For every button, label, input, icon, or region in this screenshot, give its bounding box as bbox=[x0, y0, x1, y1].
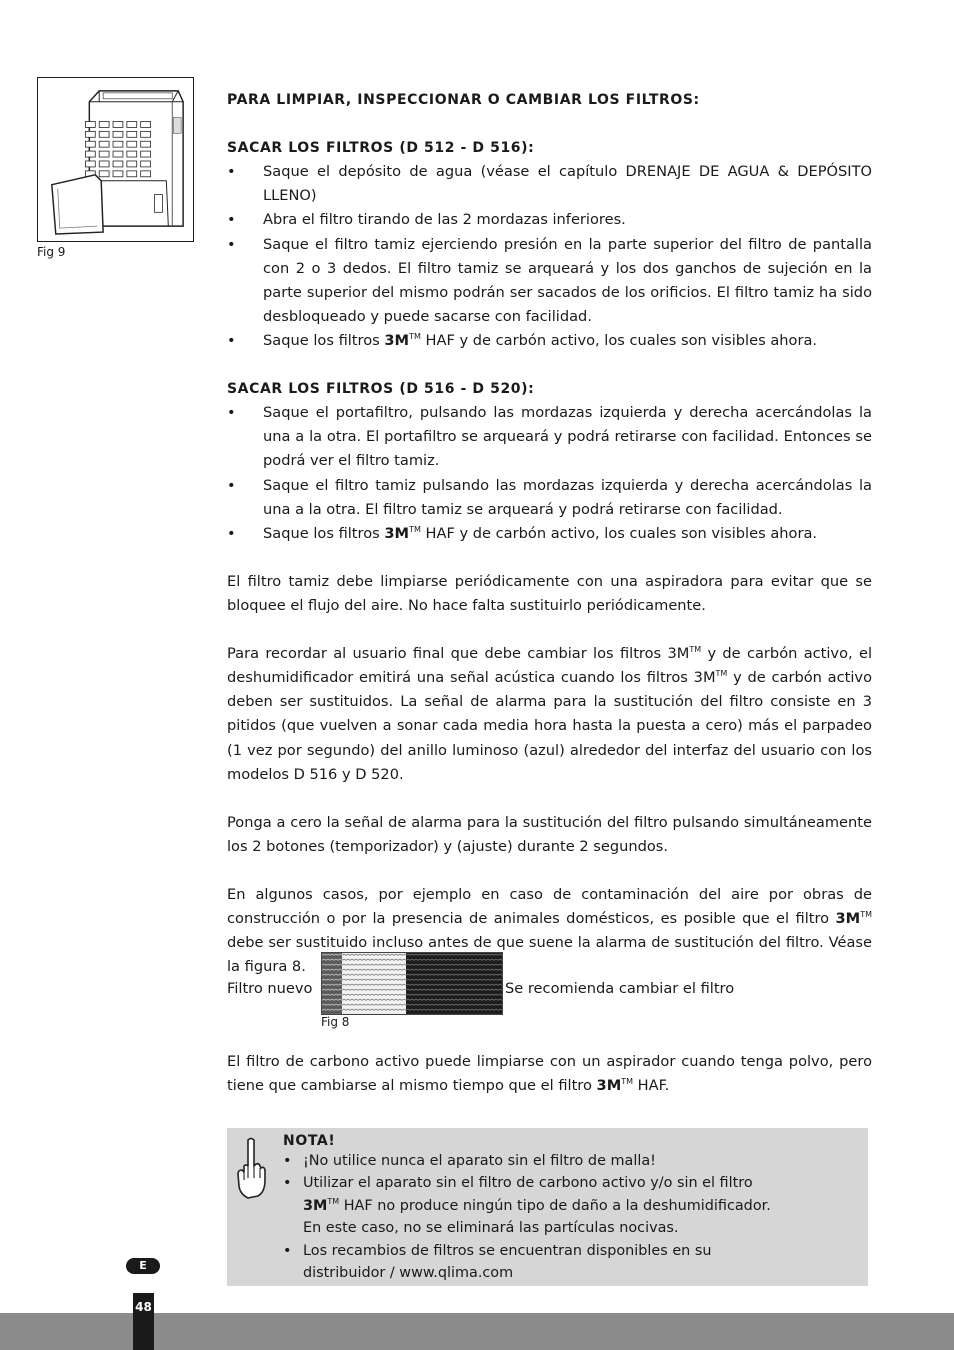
main-content bbox=[227, 88, 872, 979]
list-item: • Saque los filtros 3M™ HAF y de carbón activo, los cuales son visibles ahora. bbox=[227, 329, 872, 353]
paragraph-contamination: En algunos casos, por ejemplo en caso de contaminación del aire por obras de construcción o por la presencia de animales domésticos, es posible que el filtro 3M™ debe ser sustituido incluso antes de que suene la alarma de sustitución del filtro. Véase la figura 8. bbox=[227, 886, 872, 976]
fig9-caption: Fig 9 bbox=[37, 245, 66, 259]
list-item: • Saque el depósito de agua (véase el capítulo DRENAJE DE AGUA & DEPÓSITO LLENO) bbox=[227, 160, 872, 208]
list-item: • Saque los filtros 3M™ HAF y de carbón activo, los cuales son visibles ahora. bbox=[227, 522, 872, 546]
label-new-filter: Filtro nuevo bbox=[227, 980, 313, 997]
paragraph-reset: Ponga a cero la señal de alarma para la sustitución del filtro pulsando simultáneamente los 2 botones (temporizador) y (ajuste) durante 2 segundos. bbox=[227, 813, 872, 855]
list-item: • Los recambios de filtros se encuentran disponibles en su distribuidor / www.qlima.com bbox=[283, 1240, 793, 1285]
fig9-illustration bbox=[37, 77, 194, 242]
dehumidifier-drawing bbox=[38, 78, 193, 241]
section1-heading: SACAR LOS FILTROS (D 512 - D 516): bbox=[227, 140, 535, 157]
list-item: • Saque el portafiltro, pulsando las mordazas izquierda y derecha acercándolas la una a la otra. El portafiltro se arqueará y podrá retirarse con facilidad. Entonces se podrá ver el filtro tamiz. bbox=[227, 401, 872, 473]
label-replace-filter: Se recomienda cambiar el filtro bbox=[505, 980, 735, 997]
fig8-row bbox=[227, 952, 872, 1014]
filter-comparison-image bbox=[321, 952, 503, 1015]
page-number: 48 bbox=[133, 1293, 154, 1350]
note-title: NOTA! bbox=[283, 1133, 336, 1149]
paragraph-carbon: El filtro de carbono activo puede limpiarse con un aspirador cuando tenga polvo, pero tiene que cambiarse al mismo tiempo que el filtro 3M™ HAF. bbox=[227, 1053, 872, 1095]
language-badge: E bbox=[126, 1258, 160, 1274]
section2-heading: SACAR LOS FILTROS (D 516 - D 520): bbox=[227, 381, 535, 398]
list-item: • Saque el filtro tamiz ejerciendo presión en la parte superior del filtro de pantalla con 2 o 3 dedos. El filtro tamiz se arqueará y los dos ganchos de sujeción en la parte superior del mismo podrán ser sacados de los orificios. El filtro tamiz ha sido desbloqueado y puede sacarse con facilidad. bbox=[227, 233, 872, 329]
list-item: • Utilizar el aparato sin el filtro de carbono activo y/o sin el filtro 3M™ HAF no produce ningún tipo de daño a la deshumidificador. En este caso, no se eliminará las partículas nocivas. bbox=[283, 1172, 793, 1239]
section2-list bbox=[227, 401, 872, 546]
pointing-hand-icon bbox=[234, 1136, 268, 1202]
note-list bbox=[283, 1150, 793, 1284]
paragraph-alarm: Para recordar al usuario final que debe cambiar los filtros 3M™ y de carbón activo, el deshumidificador emitirá una señal acústica cuando los filtros 3M™ y de carbón activo deben ser sustituidos. La señal de alarma para la sustitución del filtro consiste en 3 pitidos (que vuelven a sonar cada media hora hasta la puesta a cero) más el parpadeo (1 vez por segundo) del anillo luminoso (azul) alrededor del interfaz del usuario con los modelos D 516 y D 520. bbox=[227, 645, 872, 783]
list-item: • ¡No utilice nunca el aparato sin el filtro de malla! bbox=[283, 1150, 793, 1172]
list-item: • Abra el filtro tirando de las 2 mordazas inferiores. bbox=[227, 208, 872, 232]
note-box bbox=[227, 1128, 868, 1286]
section1-list bbox=[227, 160, 872, 353]
paragraph-cleaning: El filtro tamiz debe limpiarse periódicamente con una aspiradora para evitar que se bloquee el flujo del aire. No hace falta sustituirlo periódicamente. bbox=[227, 572, 872, 614]
list-item: • Saque el filtro tamiz pulsando las mordazas izquierda y derecha acercándolas la una a la otra. El filtro tamiz se arqueará y podrá retirarse con facilidad. bbox=[227, 474, 872, 522]
fig8-caption: Fig 8 bbox=[321, 1015, 350, 1029]
main-heading: PARA LIMPIAR, INSPECCIONAR O CAMBIAR LOS FILTROS: bbox=[227, 92, 700, 108]
